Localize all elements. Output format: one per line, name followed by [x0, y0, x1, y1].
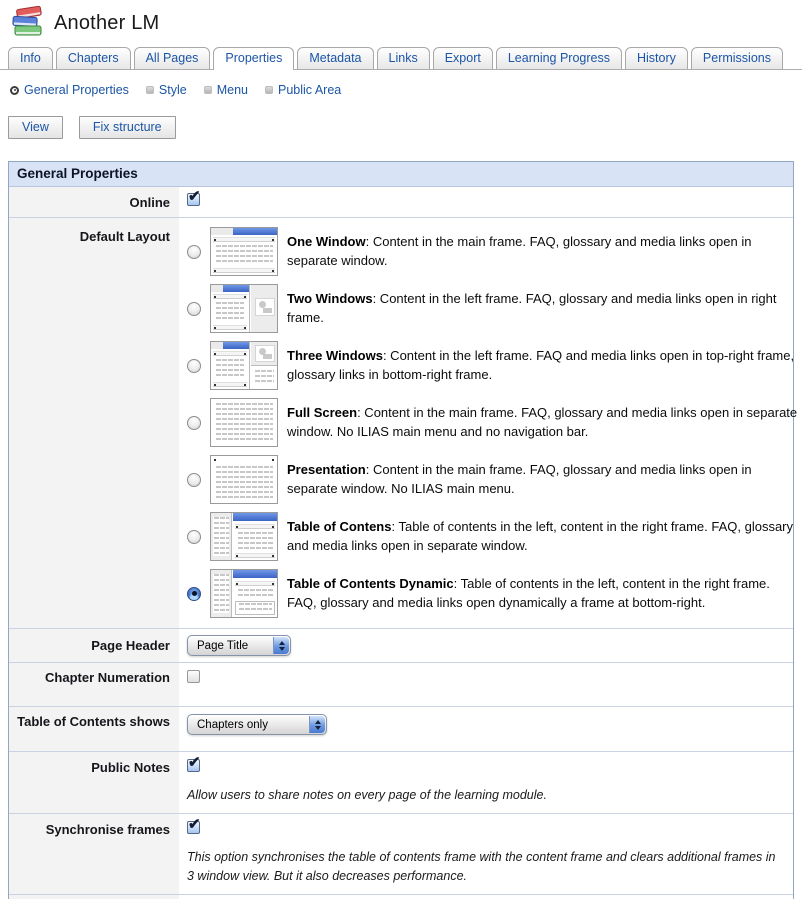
app-header — [0, 0, 802, 46]
layout-option-two-windows — [187, 284, 799, 333]
table-of-contents-dynamic-radio[interactable] — [187, 587, 201, 601]
bullet-icon — [204, 86, 212, 94]
chapter-numeration-checkbox[interactable] — [187, 670, 200, 683]
subnav-item-menu[interactable] — [204, 83, 248, 97]
table-row-online — [9, 187, 793, 218]
layout-option-text: One Window: Content in the main frame. FAQ, glossary and media links open in separate window. — [287, 234, 752, 268]
two-windows-thumbnail-icon — [210, 284, 278, 333]
public-notes-label: Public Notes — [9, 752, 179, 813]
sync-frames-label: Synchronise frames — [9, 814, 179, 894]
subnav-label: Menu — [216, 83, 248, 97]
learning-module-books-icon — [10, 5, 44, 43]
table-row-partial — [9, 895, 793, 899]
subnav-item-public-area[interactable] — [265, 83, 341, 97]
sync-frames-description: This option synchronises the table of contents frame with the content frame and clears additional frames in 3 window view. But it also decreases performance. — [187, 850, 776, 883]
tab-chapters[interactable]: Chapters — [56, 47, 131, 69]
subnav-label: General Properties — [24, 83, 129, 97]
three-windows-thumbnail-icon — [210, 341, 278, 390]
table-row-default-layout — [9, 218, 798, 629]
public-notes-description: Allow users to share notes on every page of the learning module. — [187, 788, 547, 802]
subnav — [10, 83, 802, 97]
page-title: Another LM — [54, 12, 160, 34]
tab-all-pages[interactable]: All Pages — [134, 47, 211, 69]
tab-permissions[interactable]: Permissions — [691, 47, 783, 69]
page-header-select[interactable] — [187, 635, 291, 656]
subnav-item-general-properties[interactable] — [10, 83, 129, 97]
layout-option-text: Table of Contens: Table of contents in the left, content in the right frame. FAQ, glossary and media links open in separate window. — [287, 519, 794, 553]
presentation-radio[interactable] — [187, 473, 201, 487]
layout-option-three-windows — [187, 341, 799, 390]
two-windows-radio[interactable] — [187, 302, 201, 316]
full-screen-thumbnail-icon — [210, 398, 278, 447]
tab-metadata[interactable]: Metadata — [297, 47, 373, 69]
table-row-chapter-numeration — [9, 663, 793, 707]
layout-option-table-of-contents-dynamic — [187, 569, 799, 618]
full-screen-radio[interactable] — [187, 416, 201, 430]
bullet-icon — [265, 86, 273, 94]
subnav-item-style[interactable] — [146, 83, 187, 97]
view-button[interactable]: View — [8, 116, 63, 139]
layout-option-text: Table of Contents Dynamic: Table of contents in the left, content in the right frame. FAQ, glossary and media links open dynamically a frame at bottom-right. — [287, 576, 770, 610]
chapter-numeration-label: Chapter Numeration — [9, 663, 179, 706]
layout-option-presentation — [187, 455, 799, 504]
layout-option-table-of-contents — [187, 512, 799, 561]
layout-option-text: Two Windows: Content in the left frame. FAQ, glossary and media links open in right frame. — [287, 291, 777, 325]
table-row-toc-shows — [9, 707, 793, 752]
default-layout-label: Default Layout — [9, 218, 179, 628]
layout-option-full-screen — [187, 398, 799, 447]
layout-option-text: Three Windows: Content in the left frame. FAQ and media links open in top-right frame, glossary links in bottom-right frame. — [287, 348, 795, 382]
tab-history[interactable]: History — [625, 47, 688, 69]
presentation-thumbnail-icon — [210, 455, 278, 504]
toc-shows-label: Table of Contents shows — [9, 707, 179, 751]
three-windows-radio[interactable] — [187, 359, 201, 373]
select-stepper-icon — [273, 637, 289, 654]
toc-shows-select-value: Chapters only — [197, 718, 268, 731]
table-of-contents-radio[interactable] — [187, 530, 201, 544]
layout-option-text: Presentation: Content in the main frame. FAQ, glossary and media links open in separate window. No ILIAS main menu. — [287, 462, 752, 496]
general-properties-form — [8, 161, 798, 899]
public-notes-checkbox[interactable] — [187, 759, 200, 772]
sync-frames-checkbox[interactable] — [187, 821, 200, 834]
table-of-contents-thumbnail-icon — [210, 512, 278, 561]
select-stepper-icon — [309, 716, 325, 733]
layout-option-one-window — [187, 227, 799, 276]
page-header-label: Page Header — [9, 629, 179, 662]
layout-option-text: Full Screen: Content in the main frame. FAQ, glossary and media links open in separate window. No ILIAS main menu and no navigation bar. — [287, 405, 798, 439]
online-checkbox[interactable] — [187, 193, 200, 206]
tab-export[interactable]: Export — [433, 47, 493, 69]
partial-row-label — [9, 895, 179, 899]
toc-shows-select[interactable] — [187, 714, 327, 735]
one-window-thumbnail-icon — [210, 227, 278, 276]
table-row-synchronise-frames — [9, 814, 793, 895]
bullet-icon — [146, 86, 154, 94]
tab-properties[interactable]: Properties — [213, 47, 294, 70]
section-header: General Properties — [9, 162, 793, 187]
one-window-radio[interactable] — [187, 245, 201, 259]
subnav-label: Public Area — [278, 83, 342, 97]
table-row-public-notes — [9, 752, 793, 814]
table-row-page-header — [9, 629, 793, 663]
page-header-select-value: Page Title — [197, 639, 249, 652]
subnav-label: Style — [158, 83, 187, 97]
tab-links[interactable]: Links — [377, 47, 430, 69]
toolbar — [8, 116, 802, 139]
selected-target-icon — [10, 86, 19, 95]
tab-learning-progress[interactable]: Learning Progress — [496, 47, 622, 69]
online-label: Online — [9, 187, 179, 217]
tab-bar — [0, 46, 802, 70]
fix-structure-button[interactable]: Fix structure — [79, 116, 176, 139]
table-of-contents-dynamic-thumbnail-icon — [210, 569, 278, 618]
tab-info[interactable]: Info — [8, 47, 53, 69]
